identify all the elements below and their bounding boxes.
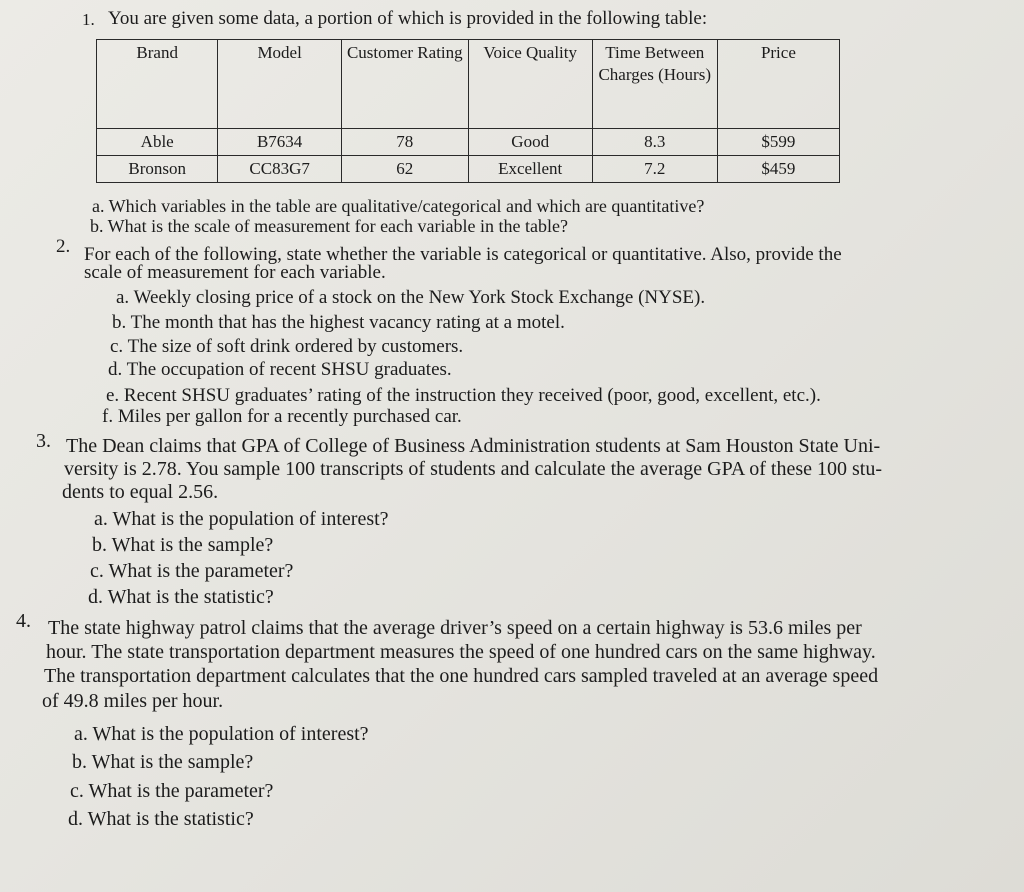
question-2b: b. The month that has the highest vacancy rating at a motel. bbox=[112, 312, 565, 333]
question-3-line1: The Dean claims that GPA of College of Business Administration students at Sam Houston State Uni- bbox=[66, 435, 881, 457]
question-4-number: 4. bbox=[16, 610, 31, 632]
question-2e: e. Recent SHSU graduates’ rating of the instruction they received (poor, good, excellent, etc.). bbox=[106, 385, 821, 406]
question-2-line1: For each of the following, state whether the variable is categorical or quantitative. Also, provide the bbox=[84, 244, 842, 265]
table-cell: Able bbox=[97, 129, 218, 156]
table-row bbox=[97, 156, 840, 183]
question-1-intro: You are given some data, a portion of which is provided in the following table: bbox=[108, 8, 708, 29]
question-1-number: 1. bbox=[82, 10, 95, 29]
table-cell: $459 bbox=[717, 156, 839, 183]
question-4-line2: hour. The state transportation department measures the speed of one hundred cars on the same highway. bbox=[46, 641, 876, 663]
question-3-line3: dents to equal 2.56. bbox=[62, 481, 219, 503]
question-4c: c. What is the parameter? bbox=[70, 780, 274, 802]
table-row bbox=[97, 129, 840, 156]
question-2-number: 2. bbox=[56, 236, 71, 257]
table-cell: Excellent bbox=[468, 156, 592, 183]
question-3-line2: versity is 2.78. You sample 100 transcripts of students and calculate the average GPA of these 100 stu- bbox=[64, 458, 883, 480]
header-voice-quality: Voice Quality bbox=[468, 40, 592, 129]
question-1a: a. Which variables in the table are qualitative/categorical and which are quantitative? bbox=[92, 196, 705, 216]
question-4b: b. What is the sample? bbox=[72, 751, 254, 773]
question-3-number: 3. bbox=[36, 430, 51, 452]
table-cell: B7634 bbox=[218, 129, 342, 156]
question-4-line4: of 49.8 miles per hour. bbox=[42, 690, 224, 712]
question-3c: c. What is the parameter? bbox=[90, 560, 294, 582]
table-cell: 62 bbox=[341, 156, 468, 183]
data-table bbox=[96, 39, 840, 183]
question-4-line3: The transportation department calculates that the one hundred cars sampled traveled at an average speed bbox=[44, 665, 879, 687]
question-2c: c. The size of soft drink ordered by customers. bbox=[110, 336, 464, 357]
table-cell: Good bbox=[468, 129, 592, 156]
question-2d: d. The occupation of recent SHSU graduates. bbox=[108, 359, 452, 380]
question-3b: b. What is the sample? bbox=[92, 534, 274, 556]
question-1b: b. What is the scale of measurement for each variable in the table? bbox=[90, 216, 568, 236]
header-customer-rating: Customer Rating bbox=[341, 40, 468, 129]
question-4-line1: The state highway patrol claims that the average driver’s speed on a certain highway is 53.6 miles per bbox=[48, 617, 862, 639]
question-2-line2: scale of measurement for each variable. bbox=[84, 262, 386, 283]
header-price: Price bbox=[717, 40, 839, 129]
table-header-row bbox=[97, 40, 840, 129]
table-cell: $599 bbox=[717, 129, 839, 156]
header-model: Model bbox=[218, 40, 342, 129]
question-2a: a. Weekly closing price of a stock on the New York Stock Exchange (NYSE). bbox=[116, 287, 706, 308]
question-3d: d. What is the statistic? bbox=[88, 586, 274, 608]
table-cell: 78 bbox=[341, 129, 468, 156]
question-4d: d. What is the statistic? bbox=[68, 808, 254, 830]
table-cell: CC83G7 bbox=[218, 156, 342, 183]
table-cell: 7.2 bbox=[592, 156, 717, 183]
header-brand: Brand bbox=[97, 40, 218, 129]
table-cell: Bronson bbox=[97, 156, 218, 183]
question-4a: a. What is the population of interest? bbox=[74, 723, 369, 745]
question-3a: a. What is the population of interest? bbox=[94, 508, 389, 530]
question-2f: f. Miles per gallon for a recently purchased car. bbox=[102, 406, 462, 427]
header-time-between-charges: Time Between Charges (Hours) bbox=[592, 40, 717, 129]
table-cell: 8.3 bbox=[592, 129, 717, 156]
